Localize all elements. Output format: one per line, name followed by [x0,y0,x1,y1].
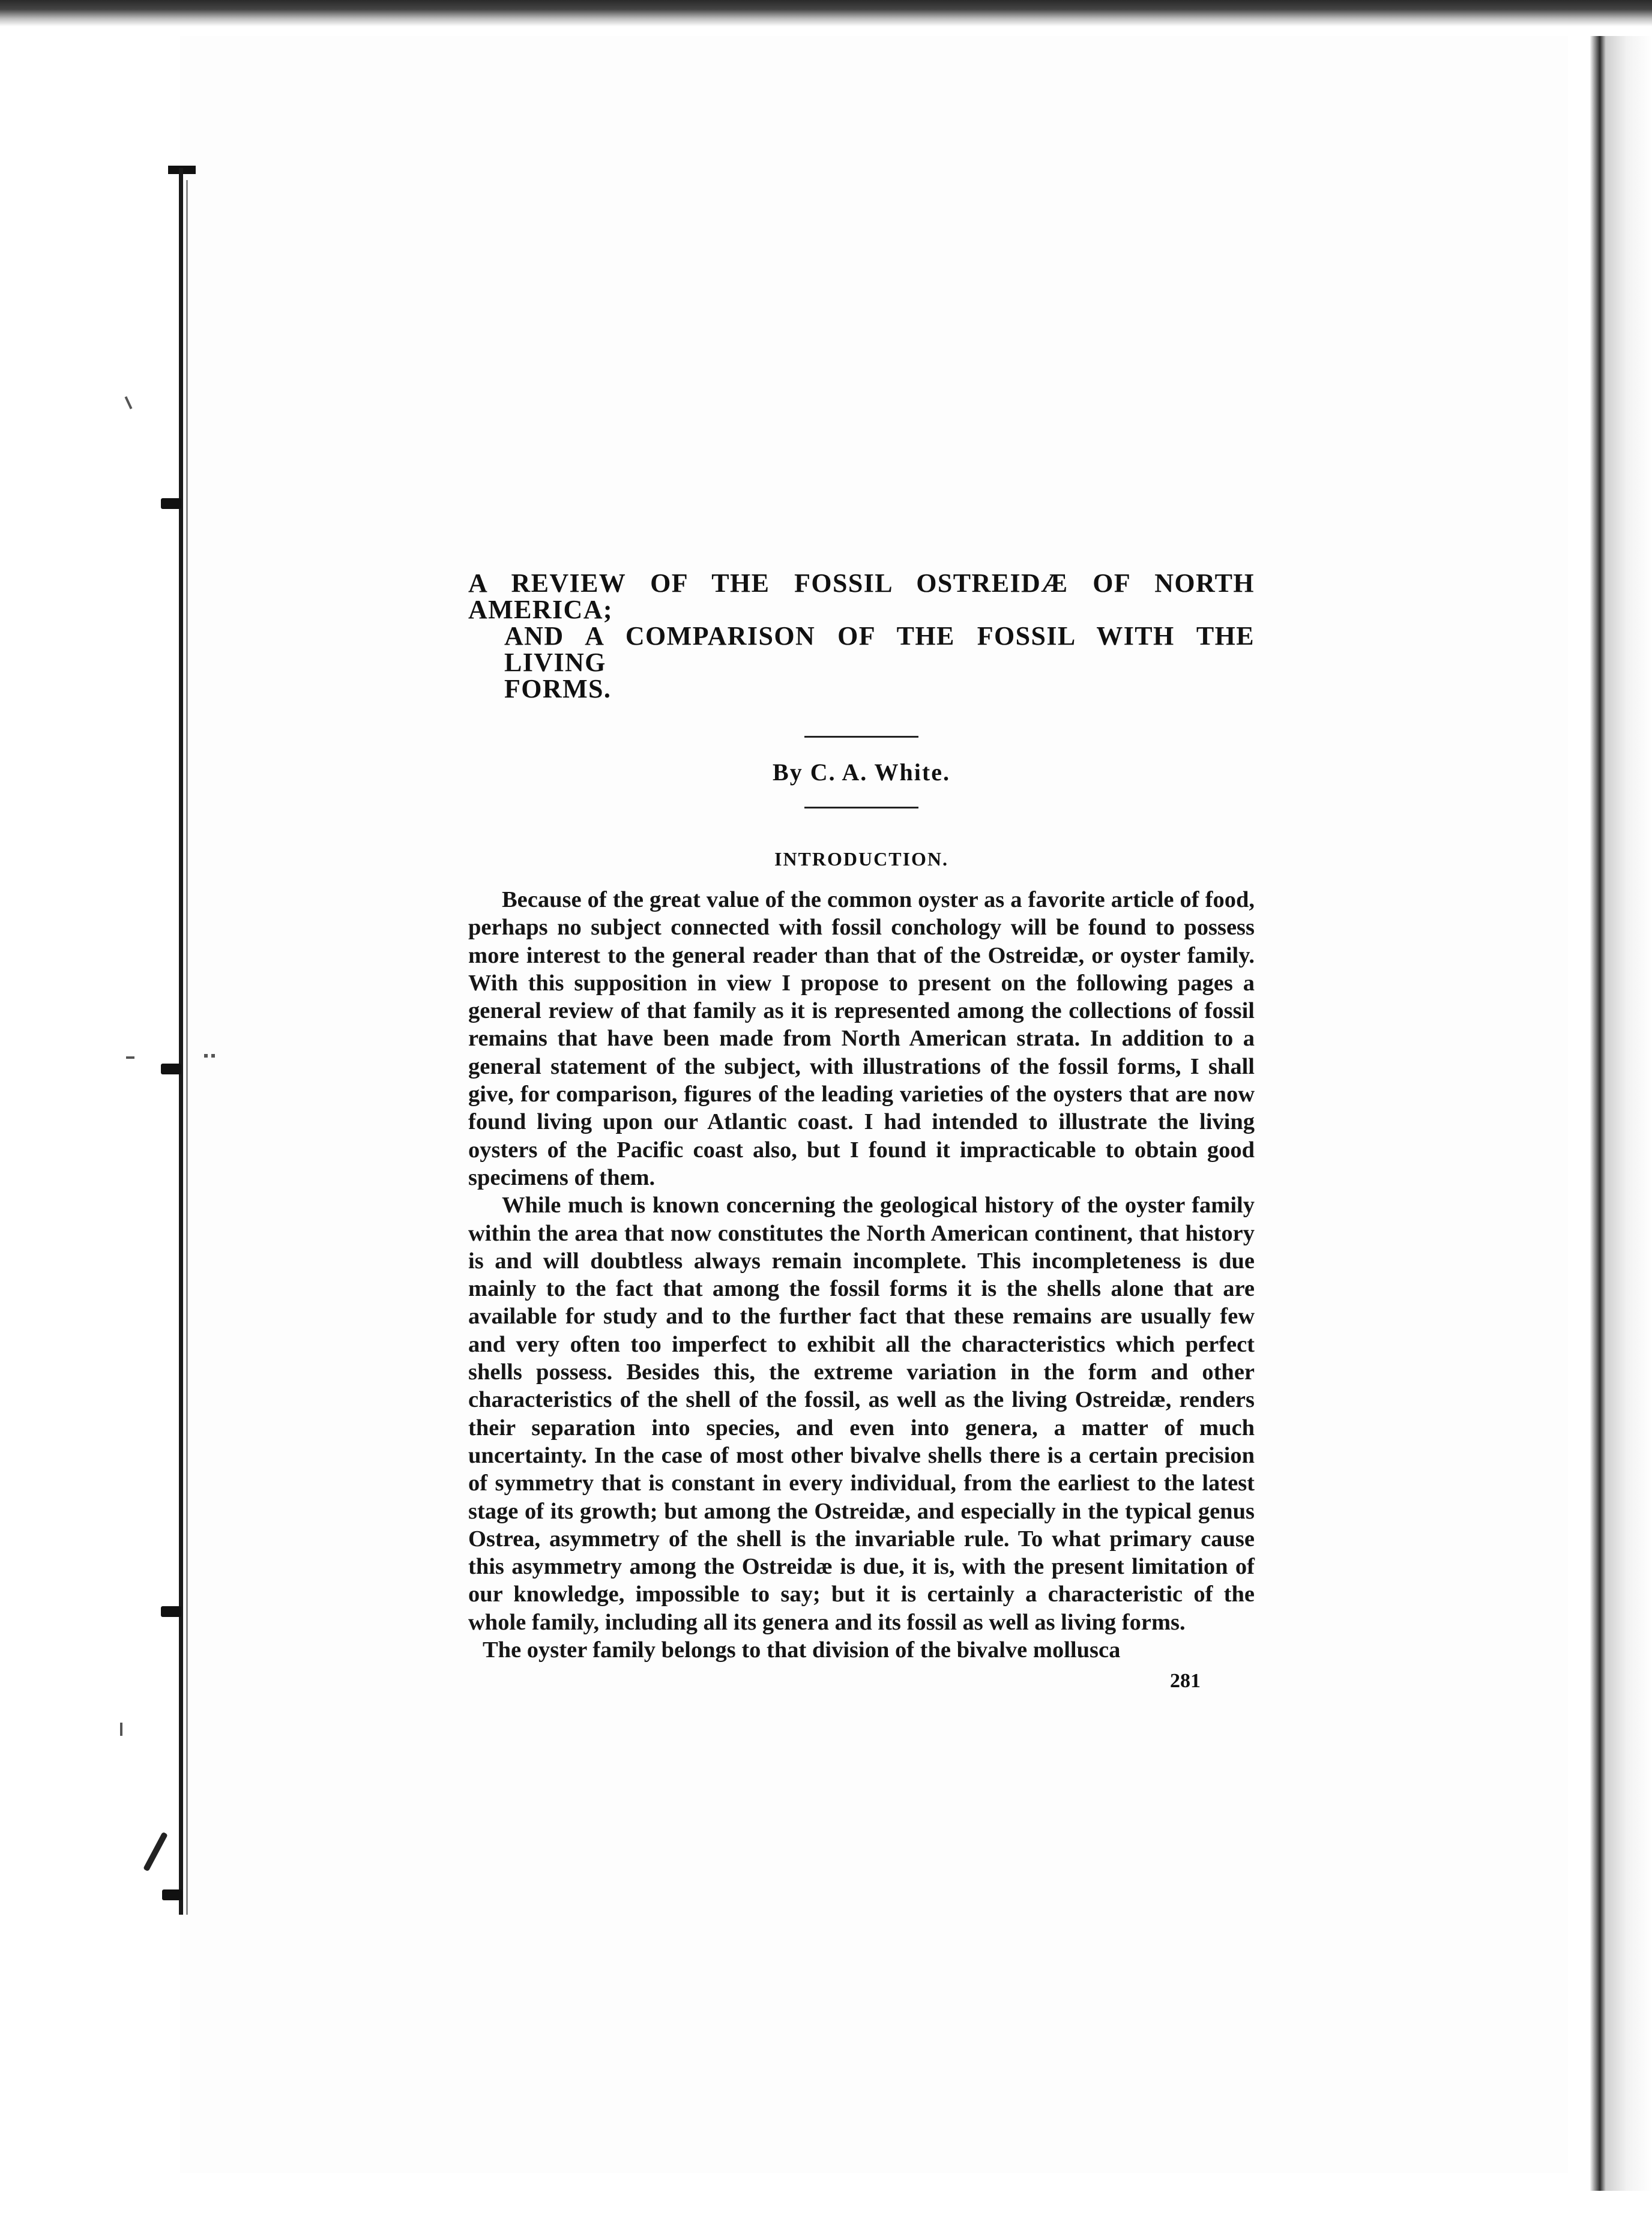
title-line: A REVIEW OF THE FOSSIL OSTREIDÆ OF NORTH AMERICA; [468,568,1255,624]
title-divider [804,736,918,738]
binding-stitch-mark [161,498,181,509]
section-heading: INTRODUCTION. [774,848,949,870]
article-title [468,570,1255,702]
byline-divider [804,807,918,808]
binding-stitch-mark [161,1606,181,1617]
margin-speck [120,1723,122,1736]
title-line: FORMS. [504,674,612,703]
article [468,570,1255,1693]
binding-rule-shadow [186,180,188,1915]
margin-pen-stroke [143,1832,168,1872]
byline: By C. A. White. [773,759,950,786]
scan-right-edge [1568,36,1652,2191]
binding-stitch-mark [162,1889,182,1900]
paragraph: While much is known concerning the geological history of the oyster family within the area that now constitutes the North American continent, that history is and will doubtless always remain incomplete. This incompleteness is due mainly to the fact that among the fossil forms it is the shells alone that are available for study and to the further fact that these remains are usually few and very often too imperfect to exhibit all the characteristics which perfect shells possess. Besides this, the extreme variation in the form and other characteristics of the shell of the fossil, as well as the living Ostreidæ, renders their separation into species, and even into genera, a matter of much uncertainty. In the case of most other bivalve shells there is a certain precision of symmetry that is constant in every individual, from the earliest to the latest stage of its growth; but among the Ostreidæ, and especially in the typical genus Ostrea, asymmetry of the shell is the invariable rule. To what primary cause this asymmetry among the Ostreidæ is due, it is, with the present limitation of our knowledge, impossible to say; but it is certainly a characteristic of the whole family, including all its genera and its fossil as well as living forms. [468,1193,1255,1635]
margin-speck [211,1054,215,1058]
page-number: 281 [1170,1670,1201,1693]
binding-stitch-mark [161,1064,181,1074]
paragraph: Because of the great value of the common oyster as a favorite article of food, perhaps no subject connected with fossil conchology will be found to possess more interest to the general reader than that of the Ostreidæ, or oyster family. With this supposition in view I propose to present on the following pages a general review of that family as it is represented among the collections of fossil remains that have been made from North American strata. In addition to a general statement of the subject, with illustrations of the fossil forms, I shall give, for comparison, figures of the leading varieties of the oysters that are now found living upon our Atlantic coast. I had intended to illustrate the living oysters of the Pacific coast also, but I found it impracticable to obtain good specimens of them. [468,887,1255,1190]
binding-rule [179,168,183,1915]
margin-speck [125,396,133,409]
scan-top-edge [0,0,1652,26]
margin-speck [126,1056,134,1059]
paragraph: The oyster family belongs to that division of the bivalve mollusca [483,1637,1121,1663]
title-line: AND A COMPARISON OF THE FOSSIL WITH THE LIVING [504,621,1255,677]
margin-speck [204,1054,208,1058]
body-text [468,886,1255,1664]
